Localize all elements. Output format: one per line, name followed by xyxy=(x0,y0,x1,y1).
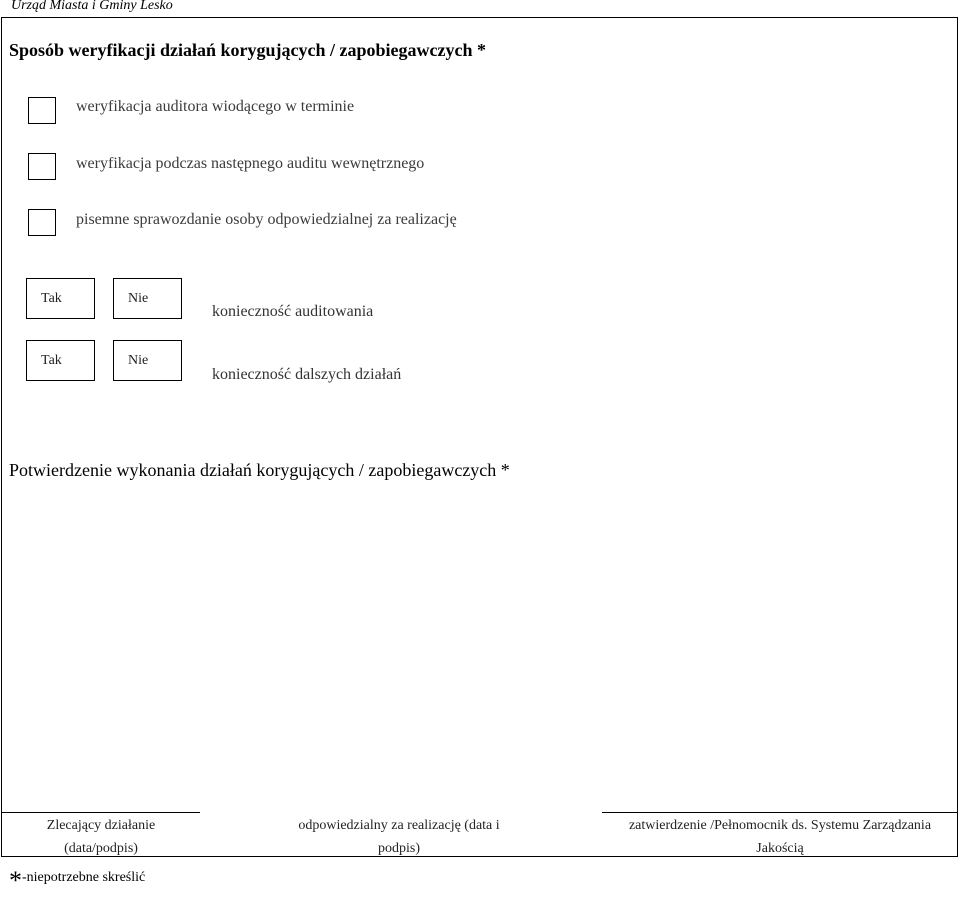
signature-responsible-line2: podpis) xyxy=(378,841,420,856)
office-header: Urząd Miasta i Gminy Lesko xyxy=(11,0,173,13)
option-written-report-label: pisemne sprawozdanie osoby odpowiedzialnej za realizację xyxy=(76,211,457,228)
checkbox-written-report[interactable] xyxy=(28,209,56,236)
signature-responsible-line1: odpowiedzialny za realizację (data i xyxy=(298,818,500,833)
footnote-text: -niepotrzebne skreślić xyxy=(22,870,146,885)
signature-line-orderer xyxy=(2,812,200,813)
verification-title: Sposób weryfikacji działań korygujących / zapobiegawczych * xyxy=(9,40,486,60)
form-frame xyxy=(1,17,958,857)
yes-box-auditing[interactable]: Tak xyxy=(26,278,95,319)
no-box-further-actions[interactable]: Nie xyxy=(113,340,182,381)
no-box-auditing[interactable]: Nie xyxy=(113,278,182,319)
further-actions-label: konieczność dalszych działań xyxy=(212,366,402,383)
signature-approver-line2: Jakością xyxy=(756,841,804,856)
option-next-audit-label: weryfikacja podczas następnego auditu wewnętrznego xyxy=(76,155,425,172)
signature-orderer-line2: (data/podpis) xyxy=(64,841,138,856)
confirmation-title: Potwierdzenie wykonania działań korygujących / zapobiegawczych * xyxy=(9,460,510,480)
yes-box-further-actions[interactable]: Tak xyxy=(26,340,95,381)
signature-line-approver xyxy=(602,812,958,813)
checkbox-lead-auditor[interactable] xyxy=(28,97,56,124)
checkbox-next-audit[interactable] xyxy=(28,153,56,180)
option-lead-auditor-label: weryfikacja auditora wiodącego w terminie xyxy=(76,98,355,115)
footnote-symbol: * xyxy=(9,866,22,895)
signature-approver-line1: zatwierdzenie /Pełnomocnik ds. Systemu Zarządzania xyxy=(628,818,932,833)
auditing-need-label: konieczność auditowania xyxy=(212,303,374,320)
signature-orderer-line1: Zlecający działanie xyxy=(46,818,156,833)
footnote xyxy=(9,868,145,894)
